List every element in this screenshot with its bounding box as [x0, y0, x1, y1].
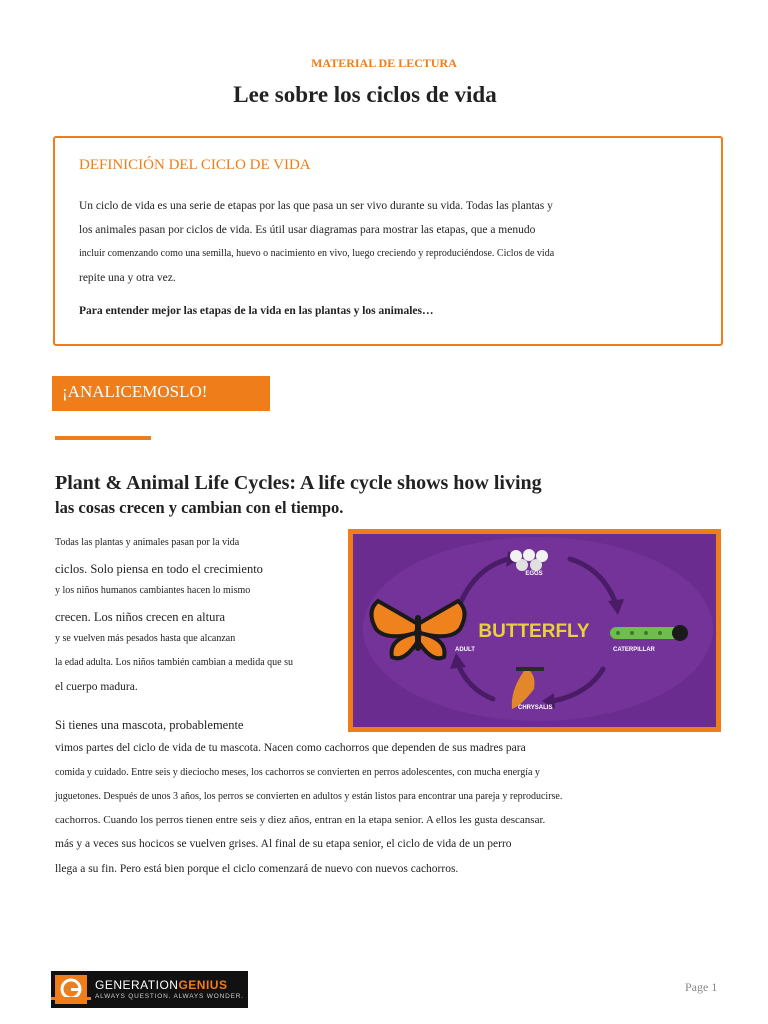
stage-eggs-label: EGGS [525, 571, 543, 577]
logo-text-generation: GENERATION [95, 978, 179, 992]
butterfly-figure [348, 529, 721, 732]
definition-line: los animales pasan por ciclos de vida. Es útil usar diagramas para mostrar las etapas, que a menudo [79, 224, 536, 236]
brand-logo [51, 971, 248, 1008]
article-line: Todas las plantas y animales pasan por la vida [55, 537, 240, 548]
article-heading-line2: las cosas crecen y cambian con el tiempo. [55, 498, 344, 517]
article-line: cachorros. Cuando los perros tienen entre seis y diez años, entran en la etapa senior. A ellos les gusta descansar. [55, 814, 546, 826]
article-line: comida y cuidado. Entre seis y dieciocho meses, los cachorros se convierten en perros adolescentes, con mucha energía y [55, 767, 540, 778]
logo-text-genius: GENIUS [178, 978, 228, 992]
article-line: ciclos. Solo piensa en todo el crecimiento [55, 562, 263, 576]
article-line: Si tienes una mascota, probablemente [55, 718, 244, 732]
article-line: y se vuelven más pesados hasta que alcanzan [55, 633, 236, 644]
accent-rule [55, 436, 151, 440]
figure-title: BUTTERFLY [478, 621, 590, 642]
article-line: la edad adulta. Los niños también cambian a medida que su [55, 657, 293, 668]
logo-tagline: ALWAYS QUESTION. ALWAYS WONDER. [95, 993, 244, 1000]
butterfly-illustration [348, 529, 721, 732]
article-line: el cuerpo madura. [55, 681, 138, 693]
article-line: y los niños humanos cambiantes hacen lo mismo [55, 585, 251, 596]
stage-chrysalis-label: CHRYSALIS [518, 705, 553, 711]
article-line: vimos partes del ciclo de vida de tu mascota. Nacen como cachorros que dependen de sus madres para [55, 742, 526, 754]
definition-line: Un ciclo de vida es una serie de etapas por las que pasa un ser vivo durante su vida. Todas las plantas y [79, 200, 553, 212]
definition-bold-line: Para entender mejor las etapas de la vida en las plantas y los animales… [79, 305, 434, 317]
article-heading-line1: Plant & Animal Life Cycles: A life cycle shows how living [55, 472, 542, 494]
definition-heading: DEFINICIÓN DEL CICLO DE VIDA [79, 157, 311, 173]
stage-caterpillar-label: CATERPILLAR [613, 647, 655, 653]
section-kicker: MATERIAL DE LECTURA [311, 56, 457, 70]
analyze-banner [52, 376, 270, 411]
definition-line: repite una y otra vez. [79, 272, 176, 284]
article-line: crecen. Los niños crecen en altura [55, 610, 226, 624]
definition-line: incluir comenzando como una semilla, huevo o nacimiento en vivo, luego creciendo y reproduciéndose. Ciclos de vida [79, 248, 555, 259]
article-line: juguetones. Después de unos 3 años, los perros se convierten en adultos y están listos para encontrar una pareja y reproducirse. [55, 791, 563, 802]
page-number: Page 1 [685, 980, 718, 994]
article-line: llega a su fin. Pero está bien porque el ciclo comenzará de nuevo con nuevos cachorros. [55, 863, 459, 875]
article-line: más y a veces sus hocicos se vuelven grises. Al final de su etapa senior, el ciclo de vida de un perro [55, 838, 512, 850]
page-title: Lee sobre los ciclos de vida [233, 82, 497, 107]
stage-adult-label: ADULT [455, 647, 475, 653]
analyze-banner-label: ¡ANALICEMOSLO! [62, 382, 208, 401]
caterpillar-icon [610, 625, 688, 641]
